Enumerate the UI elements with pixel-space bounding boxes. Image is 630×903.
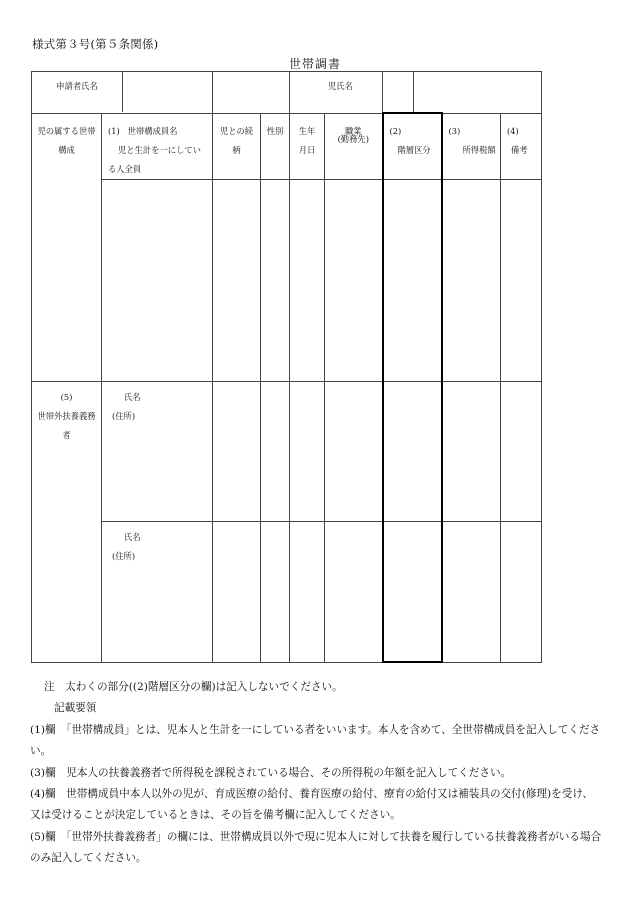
supporter-1-name-label: 氏名 <box>124 391 141 402</box>
job-sub-label: (勤務先) <box>337 133 369 144</box>
household-label: 児の属する世帯構成 <box>37 125 96 155</box>
applicant-cell <box>32 72 213 114</box>
supporter-1-relation[interactable] <box>213 381 261 521</box>
supporter-1-name-cell[interactable] <box>102 381 213 521</box>
supporter-row-2 <box>32 521 542 662</box>
applicant-name-field[interactable] <box>122 72 212 112</box>
job-header <box>325 113 383 179</box>
birth-field[interactable] <box>290 179 325 381</box>
note-header <box>501 113 542 179</box>
supporter-1-job[interactable] <box>325 381 383 521</box>
supporter-1-address-label: (住所) <box>112 410 136 421</box>
form-number: 様式第３号(第５条関係) <box>32 37 159 51</box>
household-label-cell <box>32 113 102 381</box>
supporter-label-cell <box>32 381 102 662</box>
class-header <box>383 113 442 179</box>
supporter-2-tax[interactable] <box>442 521 501 662</box>
supporter-2-relation[interactable] <box>213 521 261 662</box>
child-name-field[interactable] <box>383 72 542 114</box>
tax-num: (3) <box>448 125 461 136</box>
applicant-label: 申請者氏名 <box>56 81 98 91</box>
child-label: 児氏名 <box>328 81 353 91</box>
supporter-2-address-label: (住所) <box>112 550 136 561</box>
class-field <box>383 179 442 381</box>
note-item-3: (3)欄 児本人の扶養義務者で所得税を課税されている場合、その所得税の年額を記入してください。 <box>30 766 512 779</box>
note-item-4: (4)欄 世帯構成員中本人以外の児が、育成医療の給付、養育医療の給付、療育の給付又は補装具の交付(修理)を受け、又は受けることが決定しているときは、その旨を備考欄に記入してください。 <box>30 788 594 822</box>
birth-header <box>290 113 325 179</box>
birth-label: 生年月日 <box>298 125 316 155</box>
tax-field[interactable] <box>442 179 501 381</box>
supporter-2-sex[interactable] <box>261 521 290 662</box>
member-desc: 児と生計を一にしている人全員 <box>108 144 201 174</box>
job-field[interactable] <box>325 179 383 381</box>
applicant-name-field-ext[interactable] <box>213 72 290 114</box>
notes-heading: 記載要領 <box>54 702 97 715</box>
child-label-cell <box>290 72 383 114</box>
supporter-2-name-cell[interactable] <box>102 521 213 662</box>
supporter-row-1 <box>32 381 542 521</box>
relation-header <box>213 113 261 179</box>
sex-header <box>261 113 290 179</box>
member-num: (1) <box>108 125 120 136</box>
column-header-row <box>32 113 542 179</box>
note-item-5: (5)欄 「世帯外扶養義務者」の欄には、世帯構成員以外で現に児本人に対して扶養を履行している扶養義務者がいる場合のみ記入してください。 <box>30 830 602 865</box>
supporter-1-sex[interactable] <box>261 381 290 521</box>
note-field[interactable] <box>501 179 542 381</box>
sex-field[interactable] <box>261 179 290 381</box>
instructions <box>30 677 602 870</box>
member-entry-row <box>32 179 542 381</box>
note-item-1: (1)欄 「世帯構成員」とは、児本人と生計を一にしている者をいいます。本人を含めて、全世帯構成員を記入してください。 <box>30 723 601 758</box>
relation-label: 児との続柄 <box>219 125 254 155</box>
member-title: 世帯構成員名 <box>127 125 178 136</box>
supporter-1-tax[interactable] <box>442 381 501 521</box>
household-table <box>31 71 542 663</box>
supporter-2-class <box>383 521 442 662</box>
supporter-1-note[interactable] <box>501 381 542 521</box>
supporter-2-birth[interactable] <box>290 521 325 662</box>
supporter-1-birth[interactable] <box>290 381 325 521</box>
document-title: 世帯調書 <box>288 57 341 71</box>
tax-label: 所得税額 <box>462 144 496 155</box>
job-label: 職業 <box>344 125 362 136</box>
note-label: 備考 <box>511 144 528 155</box>
applicant-row <box>32 72 542 114</box>
member-name-field[interactable] <box>102 179 213 381</box>
supporter-2-name-label: 氏名 <box>124 531 141 542</box>
tax-header <box>442 113 501 179</box>
class-label: 階層区分 <box>397 145 431 155</box>
note-thick-frame: 注 太わくの部分((2)階層区分の欄)は記入しないでください。 <box>44 681 343 693</box>
class-num: (2) <box>389 126 402 136</box>
supporter-2-note[interactable] <box>501 521 542 662</box>
supporter-2-job[interactable] <box>325 521 383 662</box>
supporter-label: 世帯外扶養義務者 <box>37 410 96 440</box>
supporter-1-class <box>383 381 442 521</box>
supporter-num: (5) <box>60 391 73 402</box>
member-header <box>102 113 213 179</box>
sex-label: 性別 <box>266 125 284 136</box>
note-num: (4) <box>507 125 519 136</box>
relation-field[interactable] <box>213 179 261 381</box>
